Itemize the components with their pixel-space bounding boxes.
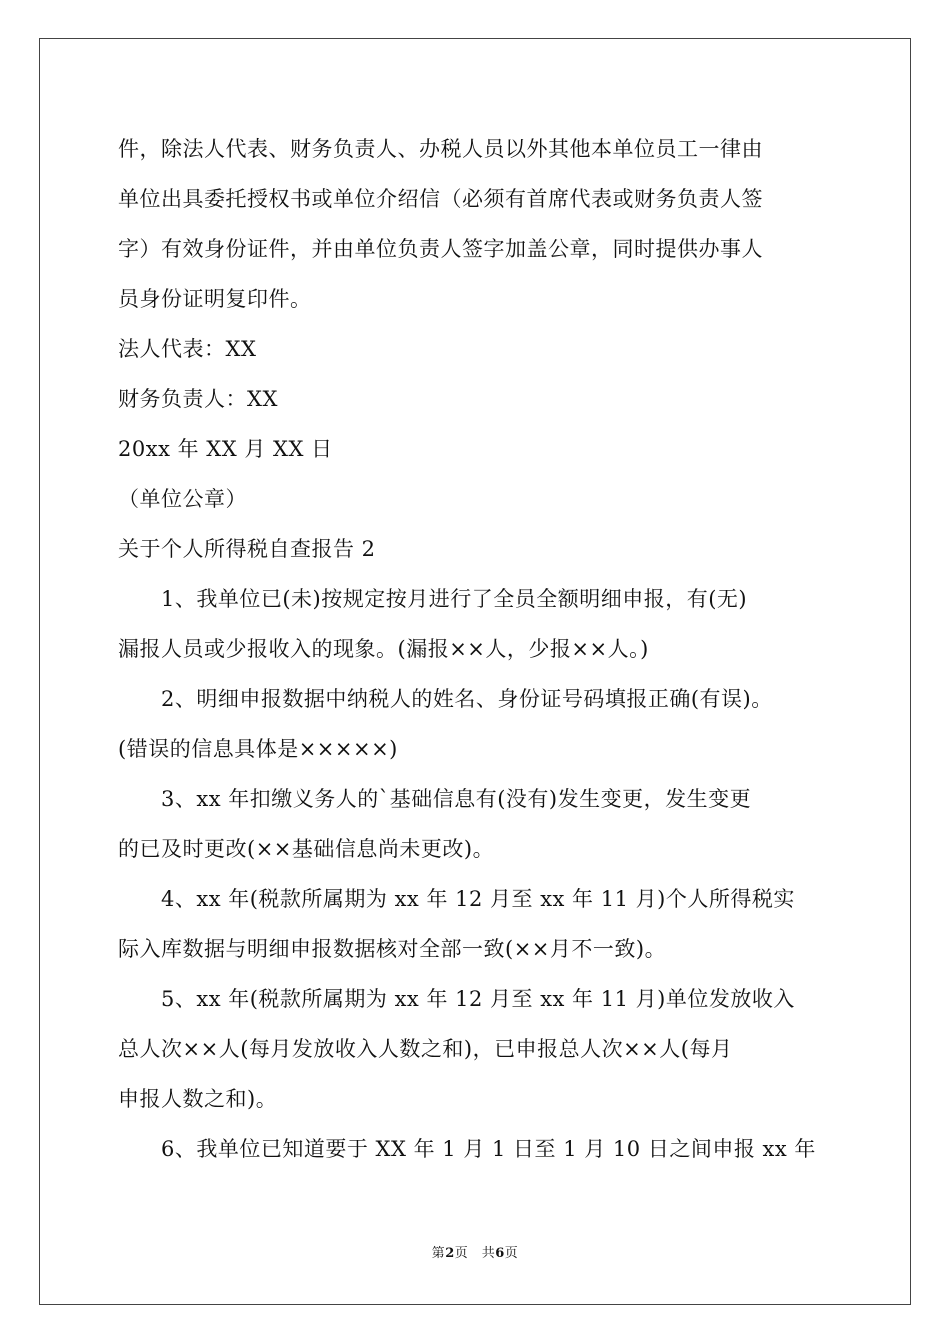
page-border xyxy=(39,38,911,1305)
text-line: 件，除法人代表、财务负责人、办税人员以外其他本单位员工一律由 xyxy=(118,137,763,161)
page-prefix: 第 xyxy=(431,1246,446,1261)
text-line: 总人次××人(每月发放收入人数之和)，已申报总人次××人(每月 xyxy=(118,1037,733,1061)
text-line: 4、xx 年(税款所属期为 xx 年 12 月至 xx 年 11 月)个人所得税实 xyxy=(118,887,795,911)
page-total: 6 xyxy=(495,1246,505,1261)
text-line: 5、xx 年(税款所属期为 xx 年 12 月至 xx 年 11 月)单位发放收入 xyxy=(118,987,795,1011)
text-line: 申报人数之和)。 xyxy=(118,1087,278,1111)
section-title: 关于个人所得税自查报告 2 xyxy=(118,537,376,561)
text-line: 1、我单位已(未)按规定按月进行了全员全额明细申报，有(无) xyxy=(118,587,748,611)
text-line: 6、我单位已知道要于 XX 年 1 月 1 日至 1 月 10 日之间申报 xx 年 xyxy=(118,1137,816,1161)
text-line: 员身份证明复印件。 xyxy=(118,287,312,311)
text-line: 单位出具委托授权书或单位介绍信（必须有首席代表或财务负责人签 xyxy=(118,187,763,211)
text-line: 漏报人员或少报收入的现象。(漏报××人，少报××人。) xyxy=(118,637,649,661)
text-line: 的已及时更改(××基础信息尚未更改)。 xyxy=(118,837,495,861)
page-mid: 页 共 xyxy=(454,1246,496,1261)
text-line: (错误的信息具体是×××××) xyxy=(118,737,398,761)
text-line: 3、xx 年扣缴义务人的`基础信息有(没有)发生变更，发生变更 xyxy=(118,787,752,811)
page-current: 2 xyxy=(445,1246,455,1261)
text-line: 字）有效身份证件，并由单位负责人签字加盖公章，同时提供办事人 xyxy=(118,237,763,261)
company-seal: （单位公章） xyxy=(118,487,247,511)
date-line: 20xx 年 XX 月 XX 日 xyxy=(118,437,333,461)
text-line: 2、明细申报数据中纳税人的姓名、身份证号码填报正确(有误)。 xyxy=(118,687,773,711)
text-line: 际入库数据与明细申报数据核对全部一致(××月不一致)。 xyxy=(118,937,667,961)
page-number xyxy=(0,1246,950,1262)
page-suffix: 页 xyxy=(504,1246,519,1261)
legal-representative: 法人代表：XX xyxy=(118,337,257,361)
finance-officer: 财务负责人：XX xyxy=(118,387,278,411)
